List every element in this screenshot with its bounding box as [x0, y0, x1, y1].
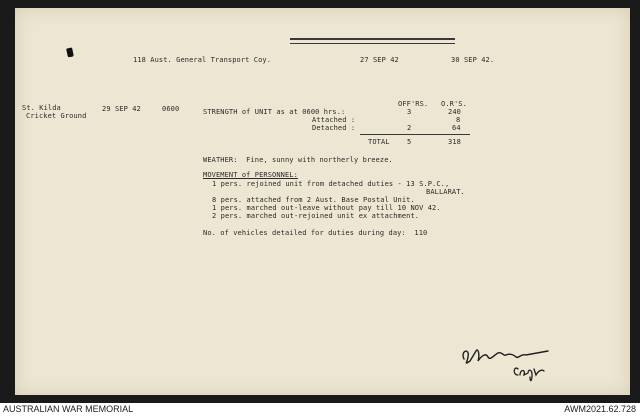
- place-line-1: St. Kilda: [22, 104, 61, 112]
- movement-heading: MOVEMENT of PERSONNEL:: [203, 171, 298, 179]
- date-from: 27 SEP 42: [360, 56, 399, 64]
- entry-date: 29 SEP 42: [102, 105, 141, 113]
- archive-name: AUSTRALIAN WAR MEMORIAL: [3, 404, 134, 414]
- total-label: TOTAL: [368, 138, 390, 146]
- entry-time: 0600: [162, 105, 180, 113]
- weather-line: WEATHER: Fine, sunny with northerly breeze.: [203, 156, 393, 164]
- ors-header: O.R'S.: [441, 100, 467, 108]
- ors-total: 318: [448, 138, 461, 146]
- date-to: 30 SEP 42.: [451, 56, 495, 64]
- ors-attached: 8: [456, 116, 461, 124]
- movement-item-1-cont: BALLARAT.: [426, 188, 465, 196]
- handwritten-signature: [458, 345, 558, 385]
- offrs-total: 5: [407, 138, 412, 146]
- offrs-detached: 2: [407, 124, 412, 132]
- ors-strength: 240: [448, 108, 461, 116]
- footer-bar: [0, 403, 640, 416]
- archive-reference: AWM2021.62.728: [564, 404, 636, 414]
- war-diary-page: [15, 8, 630, 395]
- offrs-header: OFF'RS.: [398, 100, 429, 108]
- strength-label: STRENGTH of UNIT as at 0600 hrs.:: [203, 108, 346, 116]
- top-double-rule: [290, 38, 455, 40]
- total-rule: [360, 134, 470, 135]
- movement-item-4: 2 pers. marched out-rejoined unit ex attachment.: [212, 212, 420, 220]
- movement-item-3: 1 pers. marched out-leave without pay till 10 NOV 42.: [212, 204, 441, 212]
- ors-detached: 64: [452, 124, 461, 132]
- attached-label: Attached :: [312, 116, 356, 124]
- movement-item-2: 8 pers. attached from 2 Aust. Base Postal Unit.: [212, 196, 415, 204]
- vehicles-line: No. of vehicles detailed for duties during day: 110: [203, 229, 428, 237]
- place-line-2: Cricket Ground: [26, 112, 87, 120]
- movement-item-1: 1 pers. rejoined unit from detached duties - 13 S.P.C.,: [212, 180, 450, 188]
- top-rule-lower: [290, 43, 455, 44]
- unit-name: 118 Aust. General Transport Coy.: [133, 56, 272, 64]
- offrs-strength: 3: [407, 108, 412, 116]
- detached-label: Detached :: [312, 124, 356, 132]
